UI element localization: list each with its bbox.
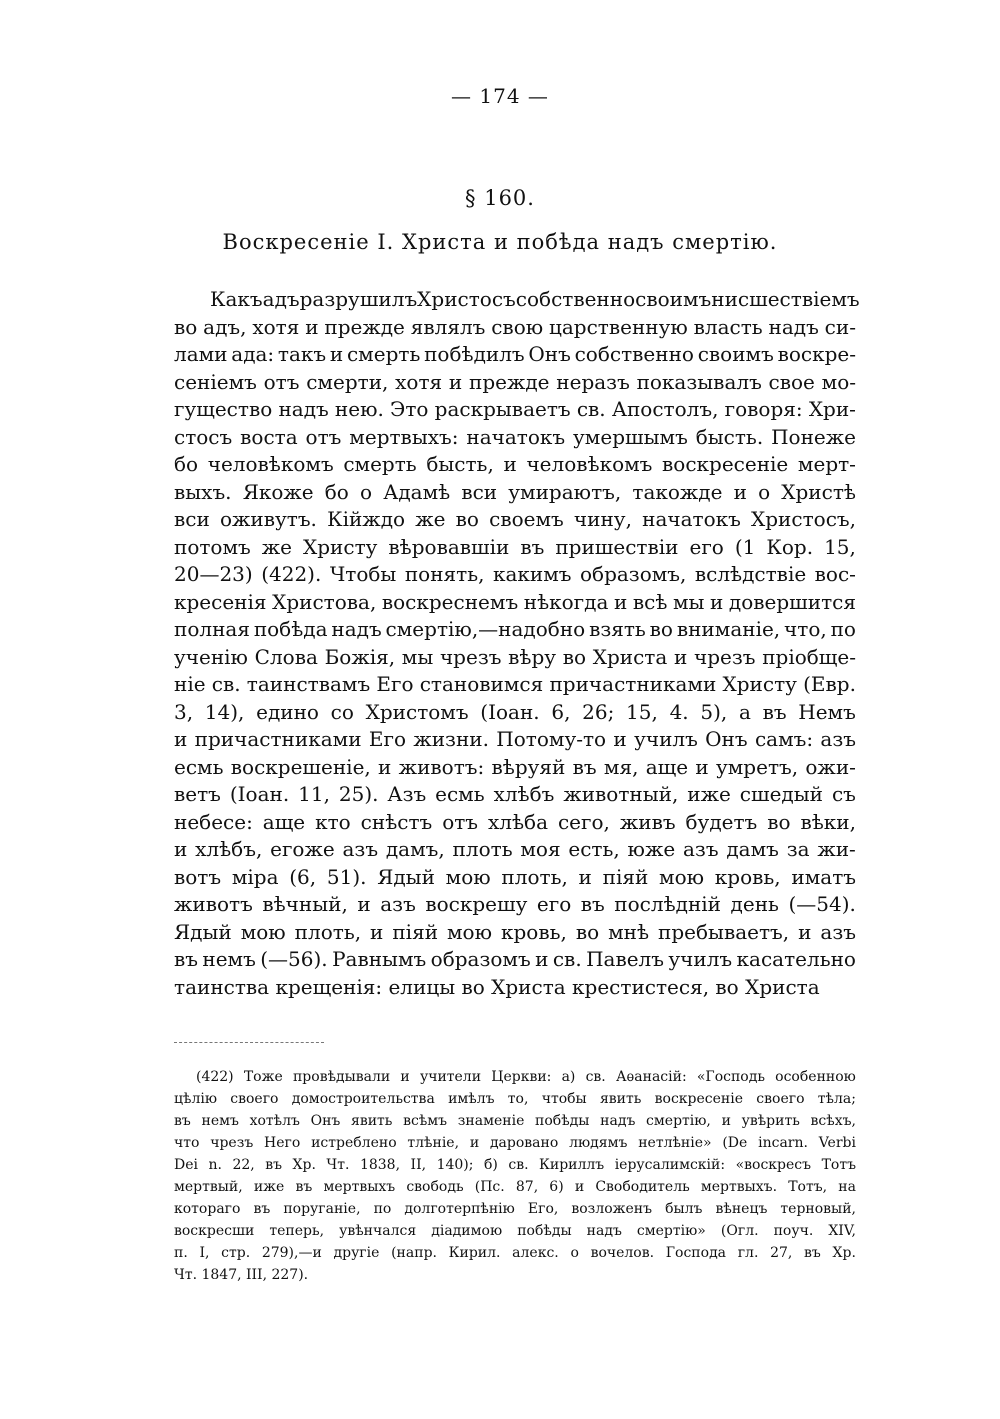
section-title: Воскресеніе І. Христа и побѣда надъ смертію. <box>222 230 778 254</box>
page-number: — 174 — <box>451 84 549 108</box>
body-line: вси оживутъ. Кійждо же во своемъ чину, начатокъ Христосъ, <box>174 507 856 531</box>
body-text <box>174 286 860 1001</box>
body-line: лами ада: такъ и смерть побѣдилъ Онъ собственно своимъ воскре- <box>174 342 856 366</box>
footnote-line: п. I, стр. 279),—и другіе (напр. Кирил. алекс. о вочелов. Господа гл. 27, въ Хр. <box>174 1245 856 1261</box>
body-line: сеніемъ отъ смерти, хотя и прежде неразъ показывалъ свое мо- <box>174 369 856 394</box>
footnote-line: Dei n. 22, въ Хр. Чт. 1838, II, 140); б) св. Кириллъ іерусалимскій: «воскресъ Тотъ <box>174 1157 856 1173</box>
body-line: 20—23) (422). Чтобы понять, какимъ образомъ, вслѣдствіе вос- <box>174 562 856 586</box>
footnote-line: въ немъ хотѣлъ Онъ явить всѣмъ знаменіе побѣды надъ смертію, и увѣрить всѣхъ, <box>174 1113 856 1129</box>
body-line: полная побѣда надъ смертію,—надобно взять во вниманіе, что, по <box>174 617 856 641</box>
footnote-divider <box>174 1042 324 1043</box>
footnote-line: цѣлію своего домостроительства имѣлъ то, чтобы явить воскресеніе своего тѣла; <box>174 1091 856 1107</box>
body-line: небесе: аще кто снѣстъ отъ хлѣба сего, живъ будетъ во вѣки, <box>174 809 856 834</box>
body-line: животъ вѣчный, и азъ воскрешу его въ послѣдній день (—54). <box>174 892 856 916</box>
footnote-line: котораго въ поруганіе, по долготерпѣнію Его, возложенъ былъ вѣнецъ терновый, <box>174 1201 856 1217</box>
body-line: выхъ. Якоже бо о Адамѣ вси умираютъ, такожде и о Христѣ <box>174 479 856 504</box>
footnote-line: Чт. 1847, III, 227). <box>174 1267 309 1283</box>
body-line: ученію Слова Божія, мы чрезъ вѣру во Христа и чрезъ пріобще- <box>174 644 856 669</box>
body-line: гущество надъ нею. Это раскрываетъ св. Апостолъ, говоря: Хри- <box>174 397 856 421</box>
body-line: таинства крещенія: елицы во Христа крестистеся, во Христа <box>174 974 820 999</box>
body-line: ніе св. таинствамъ Его становимся причастниками Христу (Евр. <box>174 672 856 696</box>
footnote-line: мертвый, иже въ мертвыхъ свободь (Пс. 87, 6) и Свободитель мертвыхъ. Тотъ, на <box>174 1179 856 1195</box>
body-line: бо человѣкомъ смерть бысть, и человѣкомъ воскресеніе мерт- <box>174 452 856 476</box>
body-line: вотъ міра (6, 51). Ядый мою плоть, и піяй мою кровь, иматъ <box>174 864 856 889</box>
footnote-line: что чрезъ Него истреблено тлѣніе, и даровано людямъ нетлѣніе» (De incarn. Verbi <box>174 1135 856 1151</box>
body-line: потомъ же Христу вѣровавшіи въ пришествіи его (1 Кор. 15, <box>174 534 856 559</box>
body-line: и причастниками Его жизни. Потому-то и училъ Онъ самъ: азъ <box>174 727 856 751</box>
body-line: стосъ воста отъ мертвыхъ: начатокъ умершымъ бысть. Понеже <box>174 424 856 449</box>
body-line: во адъ, хотя и прежде являлъ свою царственную власть надъ си- <box>174 314 856 339</box>
body-line: кресенія Христова, воскреснемъ нѣкогда и всѣ мы и довершится <box>174 589 856 614</box>
footnotes <box>174 1066 856 1286</box>
body-line: 3, 14), едино со Христомъ (Іоан. 6, 26; 15, 4. 5), а въ Немъ <box>174 699 856 724</box>
footnote-line: воскресши теперь, увѣнчался діадимою побѣды надъ смертію» (Огл. поуч. XIV, <box>174 1223 856 1239</box>
body-line: Ядый мою плоть, и піяй мою кровь, во мнѣ пребываетъ, и азъ <box>174 919 856 944</box>
body-line: Какъ адъ разрушилъ Христосъ собственно своимъ нисшествіемъ <box>210 287 860 311</box>
body-line: въ немъ (—56). Равнымъ образомъ и св. Павелъ училъ касательно <box>174 947 856 971</box>
section-number: § 160. <box>465 186 535 210</box>
body-line: и хлѣбъ, егоже азъ дамъ, плоть моя есть, юже азъ дамъ за жи- <box>174 837 856 861</box>
body-line: есмь воскрешеніе, и животъ: вѣруяй въ мя, аще и умретъ, ожи- <box>174 754 856 779</box>
body-line: ветъ (Іоан. 11, 25). Азъ есмь хлѣбъ животный, иже сшедый съ <box>174 782 856 806</box>
footnote-line: (422) Тоже провѣдывали и учители Церкви: а) св. Аѳанасій: «Господь особенною <box>196 1069 856 1085</box>
